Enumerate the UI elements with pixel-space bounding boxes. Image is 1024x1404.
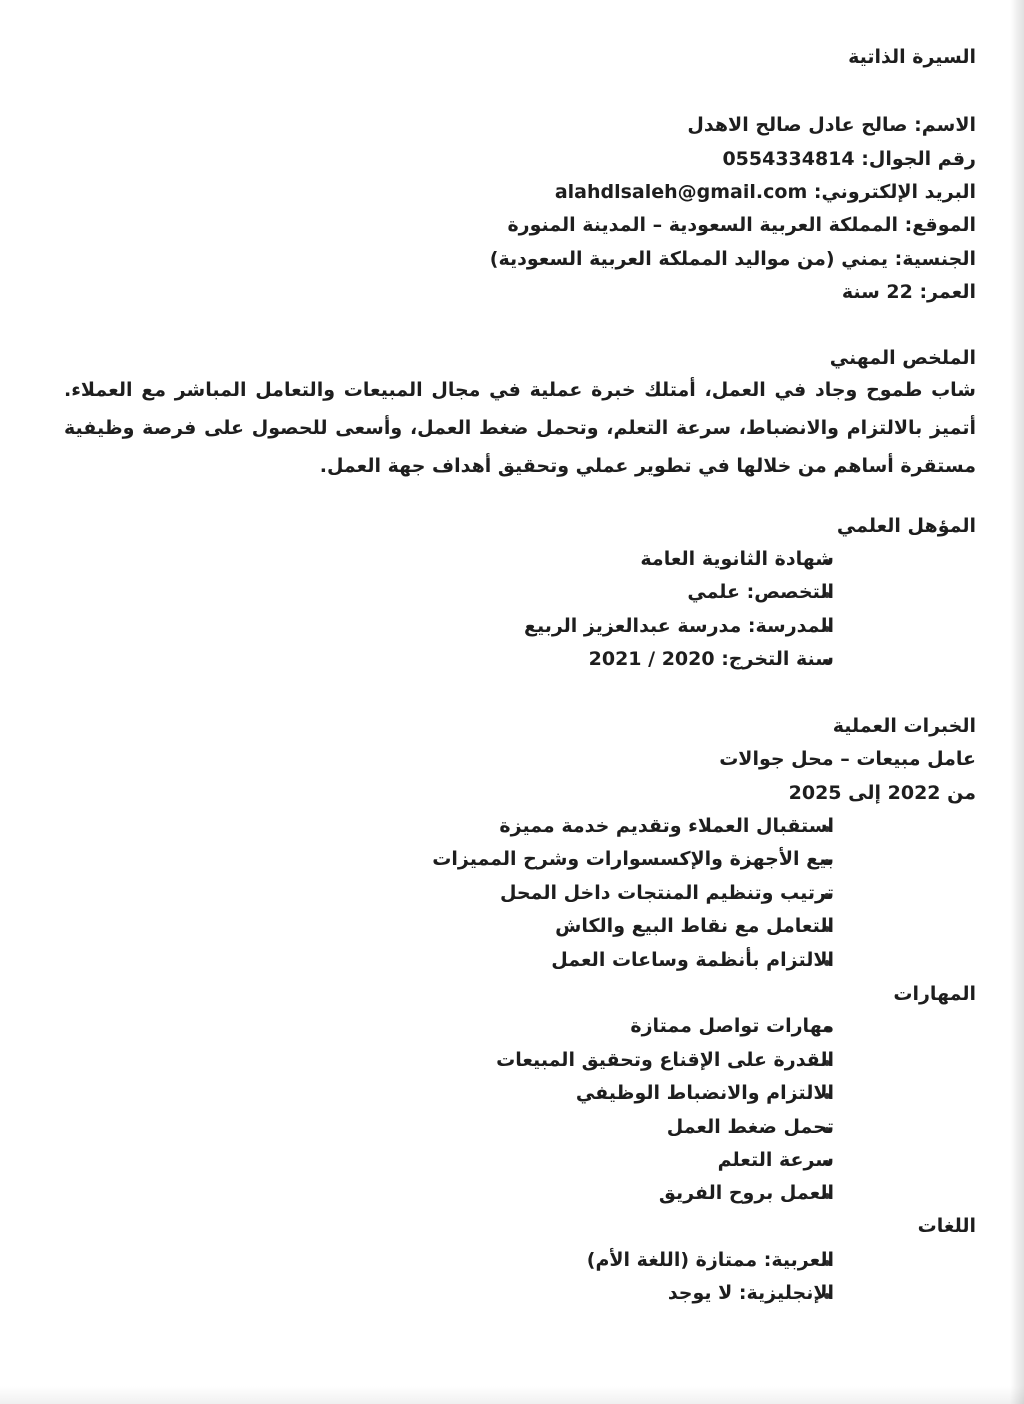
- experience-role: عامل مبيعات – محل جوالات: [719, 748, 976, 770]
- personal-phone: رقم الجوال: 0554334814: [722, 148, 976, 170]
- personal-age: العمر: 22 سنة: [841, 281, 976, 303]
- language-item: الإنجليزية: لا يوجد: [667, 1282, 834, 1304]
- skill-item: العمل بروح الفريق: [658, 1182, 834, 1204]
- page-bottom-shadow: [0, 1386, 1024, 1404]
- skill-item: القدرة على الإقناع وتحقيق المبيعات: [496, 1049, 834, 1071]
- experience-item: ترتيب وتنظيم المنتجات داخل المحل: [499, 882, 834, 904]
- personal-location: الموقع: المملكة العربية السعودية – المدينة المنورة: [507, 214, 976, 236]
- summary-text: شاب طموح وجاد في العمل، أمتلك خبرة عملية في مجال المبيعات والتعامل المباشر مع العملاء. أتميز بالالتزام والانضباط، سرعة التعلم، وتحمل ضغط العمل، وأسعى للحصول على فرصة وظيفية مستقرة أساهم من خلالها في تطوير عملي وتحقيق أهداف جهة العمل.: [64, 379, 976, 477]
- languages-heading: اللغات: [917, 1215, 976, 1237]
- education-item: المدرسة: مدرسة عبدالعزيز الربيع: [523, 615, 834, 637]
- summary-heading: الملخص المهني: [829, 347, 976, 369]
- experience-period: من 2022 إلى 2025: [788, 782, 976, 804]
- skill-item: مهارات تواصل ممتازة: [630, 1015, 834, 1037]
- experience-item: التعامل مع نقاط البيع والكاش: [555, 915, 834, 937]
- personal-email: البريد الإلكتروني: alahdlsaleh@gmail.com: [554, 181, 976, 203]
- skills-heading: المهارات: [893, 983, 976, 1005]
- skill-item: الالتزام والانضباط الوظيفي: [575, 1082, 834, 1104]
- education-item: التخصص: علمي: [687, 581, 834, 603]
- education-item: سنة التخرج: 2020 / 2021: [588, 648, 834, 670]
- experience-item: الالتزام بأنظمة وساعات العمل: [551, 949, 834, 971]
- education-item: شهادة الثانوية العامة: [640, 548, 834, 570]
- experience-item: بيع الأجهزة والإكسسوارات وشرح المميزات: [432, 848, 834, 870]
- skill-item: سرعة التعلم: [717, 1149, 834, 1171]
- experience-item: استقبال العملاء وتقديم خدمة مميزة: [499, 815, 834, 837]
- document-title: السيرة الذاتية: [848, 46, 976, 68]
- skill-item: تحمل ضغط العمل: [666, 1116, 834, 1138]
- personal-name: الاسم: صالح عادل صالح الاهدل: [687, 114, 976, 136]
- education-heading: المؤهل العلمي: [836, 515, 976, 537]
- experience-heading: الخبرات العملية: [832, 715, 976, 737]
- page-edge-shadow: [1010, 0, 1024, 1404]
- personal-nationality: الجنسية: يمني (من مواليد المملكة العربية السعودية): [489, 248, 976, 270]
- language-item: العربية: ممتازة (اللغة الأم): [586, 1249, 834, 1271]
